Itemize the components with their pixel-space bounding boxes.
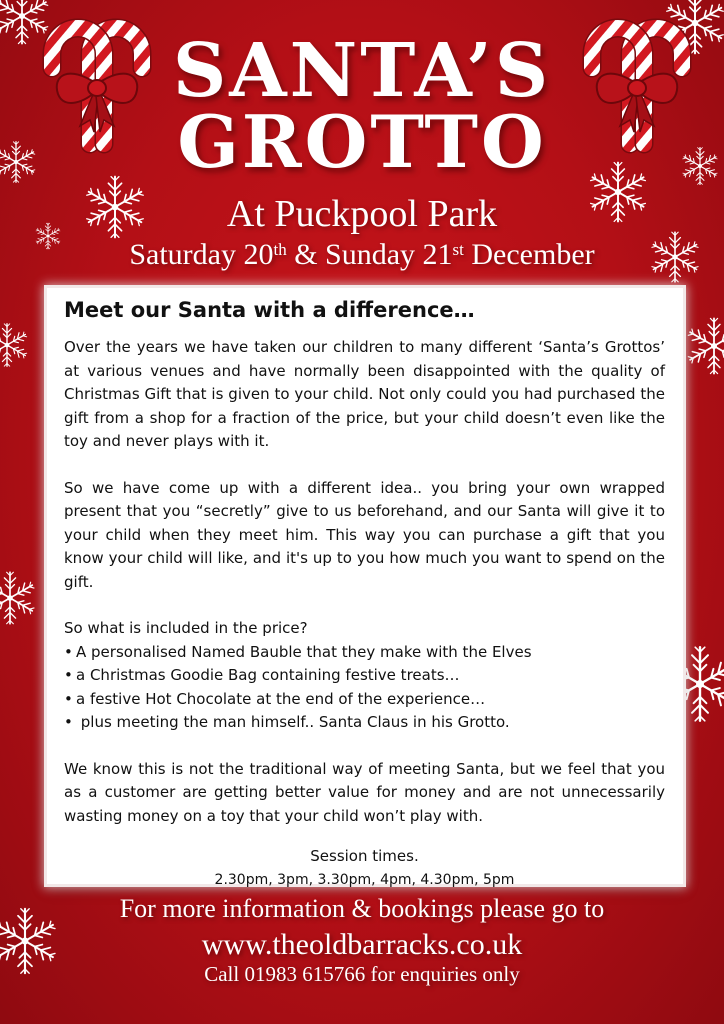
date-joiner: & Sunday 21 [286,238,453,271]
date-day1-suffix: th [273,240,287,259]
date-month: December [463,238,595,271]
included-intro: So what is included in the price? [64,619,308,637]
website-link[interactable]: www.theoldbarracks.co.uk [201,928,523,961]
info-line: For more information & bookings please go to [119,894,605,923]
venue: At Puckpool Park [226,193,498,235]
intro-paragraph: Over the years we have taken our children to many different ‘Santa’s Grottos’ at various venues and have normally been disappointed with the quality of Christmas Gift that is given to your child. Not only could you had purchased the gift from a shop for a fraction of the price, but your child doesn’t even like the toy and never plays with it. [64,338,665,450]
bullet-icon: • [64,666,73,684]
session-times [64,845,665,891]
event-dates [0,238,724,272]
bullet-icon: • [64,689,73,708]
phone-line: Call 01983 615766 for enquiries only [204,962,520,986]
closing-paragraph: We know this is not the traditional way of meeting Santa, but we feel that you as a customer are getting better value for money and are not unnecessarily wasting money on a toy that your child won’t play with. [64,759,665,825]
list-item: • a Christmas Goodie Bag containing festive treats… [64,664,665,688]
sessions-title: Session times. [310,847,419,865]
info-card [47,288,683,888]
snowflake-icon [684,316,724,376]
date-day2-suffix: st [452,240,464,259]
included-list [64,641,665,735]
bullet-icon: • [64,642,73,661]
idea-paragraph: So we have come up with a different idea.. you bring your own wrapped present that you “secretly” give to us beforehand, and our Santa will give it to your child when they meet him. This way you can purchase a gift that you know your child will like, and it's up to you how much you want to spend on the gift. [64,478,665,591]
list-item: • a festive Hot Chocolate at the end of the experience… [64,688,665,712]
title-line-1: SANTA’S [172,28,552,114]
title-line-2: GROTTO [177,99,547,184]
snowflake-icon [0,570,38,626]
snowflake-icon [0,322,30,368]
sessions-times: 2.30pm, 3pm, 3.30pm, 4pm, 4.30pm, 5pm [214,872,515,888]
list-item: • plus meeting the man himself.. Santa Claus in his Grotto. [64,711,665,735]
card-heading: Meet our Santa with a difference… [64,298,475,322]
bullet-icon: • [64,713,73,731]
list-item: • A personalised Named Bauble that they make with the Elves [64,641,665,665]
date-day1: Saturday 20 [129,238,274,271]
